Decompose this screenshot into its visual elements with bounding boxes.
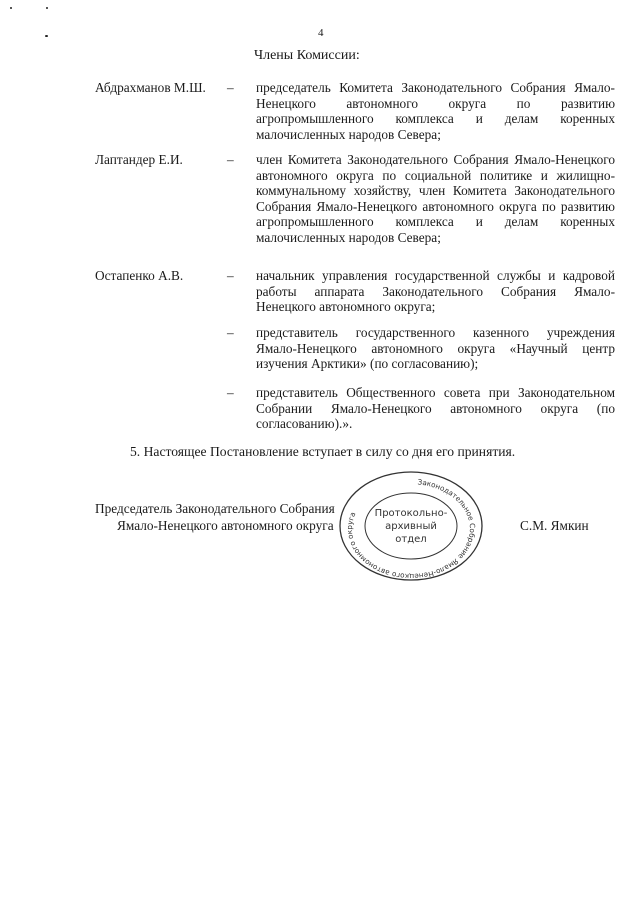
member-entry [95, 385, 615, 432]
member-entry [95, 325, 615, 372]
member-dash: – [227, 152, 234, 167]
member-description: представитель Общественного совета при Законодательном Собрании Ямало-Ненецкого автономного округа (по согласованию).». [256, 385, 615, 431]
stamp-text-line: Протокольно- [374, 508, 448, 519]
member-dash: – [227, 80, 234, 95]
member-name: Абдрахманов М.Ш. [95, 80, 206, 95]
scan-speck [46, 7, 48, 9]
member-description: начальник управления государственной службы и кадровой работы аппарата Законодательного Собрания Ямало-Ненецкого автономного округа; [256, 268, 615, 314]
member-dash: – [227, 268, 234, 283]
page-number: 4 [318, 27, 324, 39]
signatory-title [95, 500, 335, 534]
signatory-title-line: Ямало-Ненецкого автономного округа [117, 518, 334, 533]
member-entry [95, 80, 615, 142]
member-description: председатель Комитета Законодательного Собрания Ямало-Ненецкого автономного округа по развитию агропромышленного комплекса и делам коренных малочисленных народов Севера; [256, 80, 615, 142]
member-description: член Комитета Законодательного Собрания Ямало-Ненецкого автономного округа по социальной политике и жилищно-коммунальному хозяйству, член Комитета Законодательного Собрания Ямало-Ненецкого автономного округа по развитию агропромышленного комплекса и делам коренных малочисленных народов Севера; [256, 152, 615, 245]
member-name: Остапенко А.В. [95, 268, 184, 283]
member-description: представитель государственного казенного учреждения Ямало-Ненецкого автономного округа «Научный центр изучения Арктики» (по согласованию); [256, 325, 615, 371]
stamp-text-line: отдел [395, 534, 427, 545]
stamp-ring-text: Законодательное Собрание Ямало-Ненецкого автономного округа [344, 477, 478, 582]
archive-stamp [338, 470, 484, 582]
signatory-title-line: Председатель Законодательного Собрания [95, 501, 335, 516]
member-dash: – [227, 325, 234, 340]
clause-5: 5. Настоящее Постановление вступает в силу со дня его принятия. [130, 444, 516, 459]
scan-speck [45, 35, 48, 37]
member-dash: – [227, 385, 234, 400]
signatory-name: С.М. Ямкин [520, 518, 589, 533]
scan-speck [10, 7, 12, 9]
commission-members-heading: Члены Комиссии: [254, 48, 360, 63]
member-entry [95, 268, 615, 315]
member-entry [95, 152, 615, 245]
member-name: Лаптандер Е.И. [95, 152, 183, 167]
stamp-text-line: архивный [385, 521, 437, 532]
